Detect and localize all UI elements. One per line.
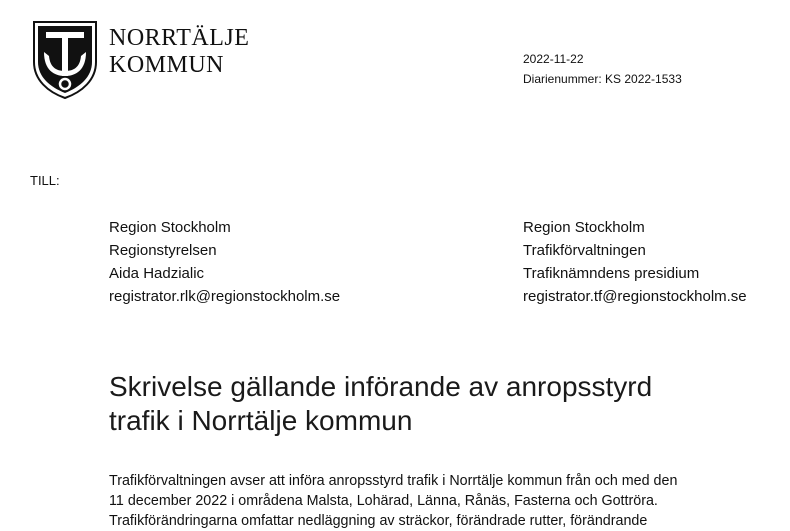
organization-name bbox=[109, 25, 249, 79]
address-email: registrator.rlk@regionstockholm.se bbox=[109, 288, 341, 305]
title-line: Skrivelse gällande införande av anropsstyrd bbox=[109, 371, 653, 402]
body-line: 11 december 2022 i områdena Malsta, Lohärad, Länna, Rånäs, Fasterna och Gottröra. bbox=[109, 493, 658, 509]
address-line: Region Stockholm bbox=[523, 219, 645, 236]
municipality-logo bbox=[30, 18, 100, 100]
address-line: Region Stockholm bbox=[109, 219, 231, 236]
recipient-address-right bbox=[523, 216, 747, 308]
org-name-line2: KOMMUN bbox=[109, 52, 225, 78]
document-title bbox=[109, 370, 769, 438]
body-line: Trafikförvaltningen avser att införa anropsstyrd trafik i Norrtälje kommun från och med den bbox=[109, 473, 678, 489]
org-name-line1: NORRTÄLJE bbox=[109, 25, 250, 51]
address-line: Trafiknämndens presidium bbox=[523, 265, 700, 282]
document-date: 2022-11-22 bbox=[523, 52, 584, 66]
document-meta bbox=[523, 49, 682, 89]
address-line: Aida Hadzialic bbox=[109, 265, 205, 282]
body-paragraph bbox=[109, 471, 779, 531]
title-line: trafik i Norrtälje kommun bbox=[109, 405, 413, 436]
address-line: Regionstyrelsen bbox=[109, 242, 217, 259]
anchor-shield-icon bbox=[30, 18, 100, 100]
recipients-label: TILL: bbox=[30, 173, 60, 188]
document-diarienummer: Diarienummer: KS 2022-1533 bbox=[523, 72, 682, 86]
body-line: Trafikförändringarna omfattar nedläggning av sträckor, förändrade rutter, förändrande bbox=[109, 513, 648, 529]
address-line: Trafikförvaltningen bbox=[523, 242, 646, 259]
address-email: registrator.tf@regionstockholm.se bbox=[523, 288, 747, 305]
recipient-address-left bbox=[109, 216, 340, 308]
